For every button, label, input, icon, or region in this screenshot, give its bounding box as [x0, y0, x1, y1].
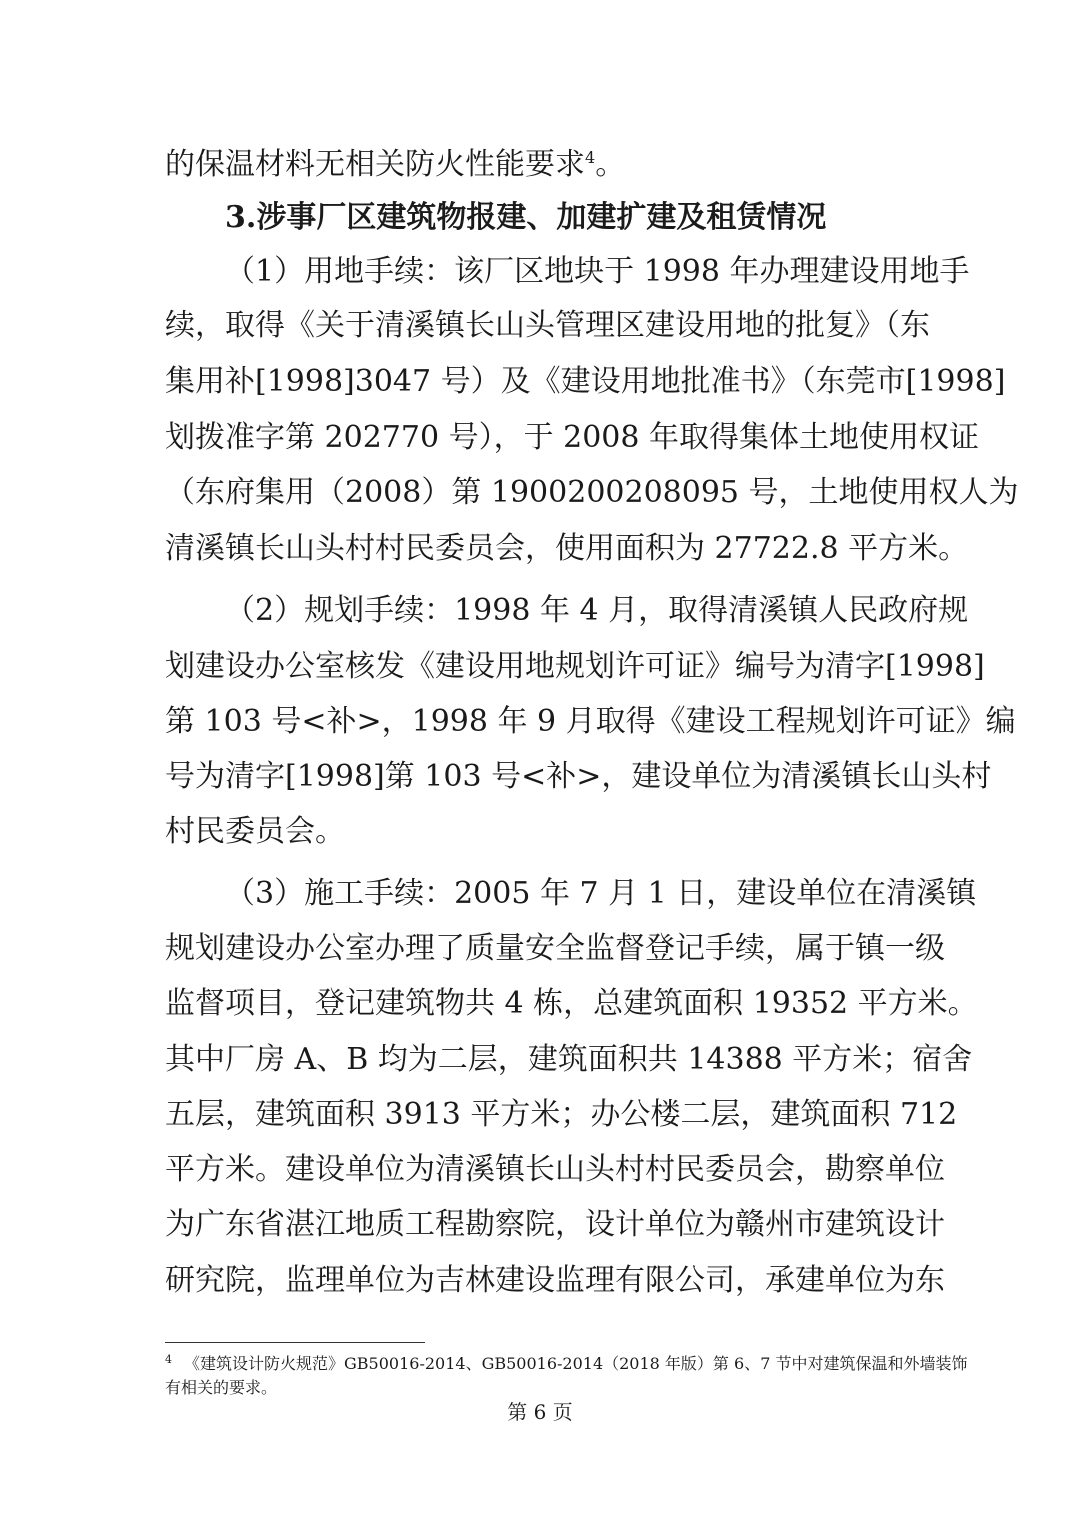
footnote: [165, 1352, 968, 1376]
line-end-punct: 。: [595, 147, 626, 182]
paragraph-line: 划拨准字第 202770 号），于 2008 年取得集体土地使用权证: [165, 420, 980, 455]
paragraph-line: 监督项目，登记建筑物共 4 栋，总建筑面积 19352 平方米。: [165, 986, 978, 1021]
section-heading: 3.涉事厂区建筑物报建、加建扩建及租赁情况: [225, 200, 827, 235]
paragraph-line: 为广东省湛江地质工程勘察院，设计单位为赣州市建筑设计: [165, 1207, 945, 1242]
paragraph-line: [165, 145, 917, 185]
paragraph-line: （2）规划手续：1998 年 4 月，取得清溪镇人民政府规: [225, 593, 969, 628]
paragraph-line: 号为清字[1998]第 103 号<补>，建设单位为清溪镇长山头村: [165, 759, 992, 794]
page-number: 第 6 页: [507, 1400, 573, 1424]
paragraph-line: （东府集用（2008）第 1900200208095 号，土地使用权人为: [165, 475, 1019, 510]
paragraph-line: 划建设办公室核发《建设用地规划许可证》编号为清字[1998]: [165, 649, 985, 684]
footnote-reference: 4: [585, 148, 596, 167]
paragraph-line: 平方米。建设单位为清溪镇长山头村村民委员会，勘察单位: [165, 1152, 945, 1187]
paragraph-line: 其中厂房 A、B 均为二层，建筑面积共 14388 平方米；宿舍: [165, 1042, 973, 1077]
paragraph-line: 集用补[1998]3047 号）及《建设用地批准书》（东莞市[1998]: [165, 364, 1006, 399]
paragraph-line: 续，取得《关于清溪镇长山头管理区建设用地的批复》（东: [165, 308, 930, 343]
paragraph-line: 第 103 号<补>，1998 年 9 月取得《建设工程规划许可证》编: [165, 704, 1016, 739]
footnote-mark: 4: [165, 1352, 172, 1366]
footnote-continuation: 有相关的要求。: [165, 1378, 278, 1397]
paragraph-line: 清溪镇长山头村村民委员会，使用面积为 27722.8 平方米。: [165, 531, 969, 566]
footnote-text: 《建筑设计防火规范》GB50016-2014、GB50016-2014（2018 年版）第 6、7 节中对建筑保温和外墙装饰: [184, 1354, 968, 1373]
paragraph-line: 村民委员会。: [165, 814, 345, 849]
footnote-separator: [165, 1342, 425, 1343]
paragraph-line: 研究院，监理单位为吉林建设监理有限公司，承建单位为东: [165, 1263, 945, 1298]
line-text: 的保温材料无相关防火性能要求: [165, 147, 585, 182]
paragraph-line: （1）用地手续：该厂区地块于 1998 年办理建设用地手: [225, 254, 970, 289]
paragraph-line: 规划建设办公室办理了质量安全监督登记手续，属于镇一级: [165, 931, 945, 966]
paragraph-line: （3）施工手续：2005 年 7 月 1 日，建设单位在清溪镇: [225, 876, 977, 911]
paragraph-line: 五层，建筑面积 3913 平方米；办公楼二层，建筑面积 712: [165, 1097, 958, 1132]
